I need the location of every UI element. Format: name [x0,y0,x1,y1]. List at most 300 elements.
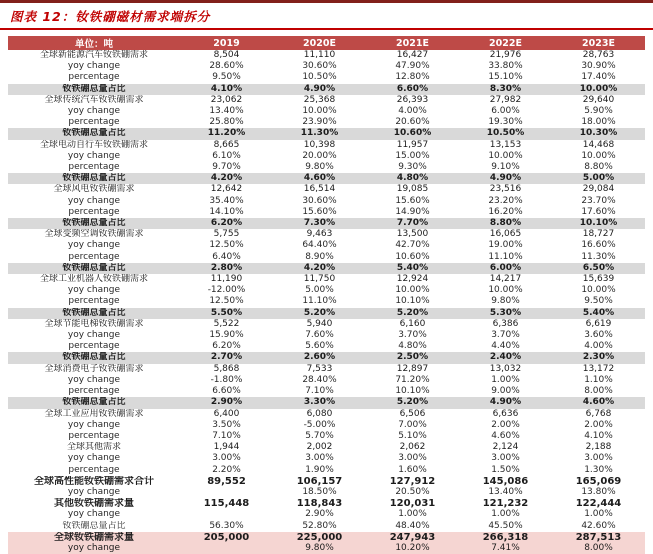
demand-table [8,36,645,554]
row-label: 全球其他需求 [66,442,121,453]
table-row [8,330,645,341]
value-cell: 14,468 [582,139,615,150]
row-label: yoy change [67,330,121,341]
value-cell: 21,976 [489,50,522,60]
row-label: 其他钕铁硼需求量 [53,498,134,510]
value-cell: 11.20% [180,128,273,139]
row-label: percentage [68,162,120,173]
value-cell: 6,636 [492,408,519,419]
value-cell: 2.00% [584,419,613,430]
value-cell: 8.00% [584,386,613,397]
row-label: percentage [68,464,120,475]
value-cell: 1.60% [398,464,427,475]
row-label: 全球消费电子钕铁硼需求 [44,363,144,374]
value-cell: 5.20% [366,308,459,319]
value-cell: 6,160 [399,318,426,329]
figure-title: 图表 12：钕铁硼磁材需求端拆分 [10,9,211,24]
value-cell: 30.60% [302,61,337,72]
value-cell: 12.50% [209,240,244,251]
value-cell: 6.40% [212,251,241,262]
value-cell: 33.80% [488,61,523,72]
table-row [8,509,645,520]
value-cell: 4.90% [273,84,366,95]
row-label: 全球传统汽车钕铁硼需求 [44,94,144,105]
value-cell: 23,062 [210,94,243,105]
row-label: 全球钕铁硼需求量 [8,532,180,543]
value-cell: 9,463 [306,229,333,240]
value-cell: 4.90% [459,173,552,184]
value-cell: 1.00% [491,374,520,385]
value-cell: 89,552 [207,475,246,487]
value-cell: 11,957 [396,139,429,150]
row-label: yoy change [67,195,121,206]
row-label: 钕铁硼总量占比 [62,520,126,531]
value-cell: 4.90% [459,397,552,408]
value-cell: 6.60% [212,386,241,397]
value-cell: 6,080 [306,408,333,419]
value-cell: 15.60% [395,195,430,206]
value-cell: 5.00% [552,173,645,184]
table-header-row [8,36,645,50]
table-row [8,397,645,408]
row-label: 全球变频空调钕铁硼需求 [44,229,144,240]
row-label: percentage [68,72,120,83]
value-cell: 2.90% [180,397,273,408]
value-cell: 14,217 [489,274,522,285]
value-cell: 5.70% [305,430,334,441]
row-label: yoy change [8,543,180,554]
value-cell: 18.50% [302,486,337,497]
table-row [8,151,645,162]
value-cell: 29,084 [582,184,615,195]
table-row [8,207,645,218]
value-cell: 3.60% [584,330,613,341]
table-row [8,240,645,251]
value-cell: 20.60% [395,117,430,128]
row-label: percentage [68,341,120,352]
value-cell: 5,940 [306,318,333,329]
value-cell: 18.00% [581,117,616,128]
value-cell: 2,124 [492,442,519,453]
row-label: 全球高性能钕铁硼需求合计 [33,475,154,487]
row-label: yoy change [67,453,121,464]
value-cell: 8.00% [552,543,645,554]
value-cell: 5,755 [213,229,240,240]
value-cell: 1.10% [584,374,613,385]
value-cell: 12,642 [210,184,243,195]
table-row [8,375,645,386]
value-cell: 42.60% [581,520,616,531]
value-cell: 2,002 [306,442,333,453]
row-label: 全球节能电梯钕铁硼需求 [44,318,144,329]
value-cell: 2.80% [180,263,273,274]
value-cell: 16.20% [488,206,523,217]
value-cell: 8.90% [305,251,334,262]
value-cell: 6.60% [366,84,459,95]
value-cell: 3.00% [305,453,334,464]
row-label: 全球工业应用钕铁硼需求 [44,408,144,419]
table-row [8,95,645,106]
table-row [8,106,645,117]
value-cell: 14.90% [395,206,430,217]
value-cell: 28.40% [302,374,337,385]
row-label: 钕铁硼总量占比 [8,173,180,184]
value-cell: 52.80% [302,520,337,531]
value-cell: 6.20% [212,341,241,352]
value-cell: 12,924 [396,274,429,285]
value-cell: 13.40% [209,106,244,117]
value-cell: 6.20% [180,218,273,229]
value-cell: 3.70% [491,330,520,341]
value-cell: 2.70% [180,352,273,363]
table-row [8,364,645,375]
value-cell: 225,000 [273,532,366,543]
row-label: yoy change [67,150,121,161]
value-cell: 6.00% [459,263,552,274]
value-cell: 16.60% [581,240,616,251]
row-label: 全球风电钕铁硼需求 [53,184,135,195]
value-cell: 1.50% [491,464,520,475]
value-cell: 10.50% [459,128,552,139]
value-cell: 19,085 [396,184,429,195]
value-cell: 25,368 [303,94,336,105]
row-label: 钕铁硼总量占比 [8,128,180,139]
value-cell: 13,032 [489,363,522,374]
value-cell: 1,944 [213,442,240,453]
row-label: yoy change [67,61,121,72]
row-label: 钕铁硼总量占比 [8,263,180,274]
value-cell: 8,665 [213,139,240,150]
value-cell: 120,031 [389,498,436,510]
value-cell: 4.60% [552,397,645,408]
value-cell: 9.80% [305,162,334,173]
year-header-2019: 2019 [180,36,273,50]
value-cell: 6.00% [491,106,520,117]
value-cell: 20.00% [302,150,337,161]
value-cell: 7.10% [212,430,241,441]
value-cell: -12.00% [207,285,246,296]
value-cell: 127,912 [389,475,436,487]
value-cell: 4.10% [584,430,613,441]
value-cell: 6,386 [492,318,519,329]
value-cell: 29,640 [582,94,615,105]
row-label: percentage [68,386,120,397]
value-cell: 7,533 [306,363,333,374]
value-cell: 6,400 [213,408,240,419]
row-label: yoy change [67,240,121,251]
table-row [8,72,645,83]
value-cell: 266,318 [459,532,552,543]
value-cell: 45.50% [488,520,523,531]
table-row [8,117,645,128]
value-cell: 3.00% [212,453,241,464]
value-cell: 5.40% [366,263,459,274]
value-cell: 8.80% [584,162,613,173]
value-cell: 10,398 [303,139,336,150]
value-cell: 3.00% [584,453,613,464]
year-header-2020e: 2020E [273,36,366,50]
value-cell: 16,065 [489,229,522,240]
value-cell: 118,843 [296,498,343,510]
value-cell: 15.60% [302,206,337,217]
value-cell: 6,506 [399,408,426,419]
value-cell: 30.90% [581,61,616,72]
value-cell: 16,514 [303,184,336,195]
value-cell: 10.30% [552,128,645,139]
table-row [8,476,645,487]
value-cell: 10.00% [552,84,645,95]
value-cell: 205,000 [180,532,273,543]
table-row [8,296,645,307]
value-cell: 6.10% [212,150,241,161]
value-cell: 4.00% [584,341,613,352]
value-cell: 10.60% [395,251,430,262]
row-label: 全球电动自行车钕铁硼需求 [39,139,148,150]
row-label: percentage [68,117,120,128]
value-cell: 10.00% [302,106,337,117]
value-cell: 9.30% [398,162,427,173]
value-cell: 5.90% [584,106,613,117]
value-cell: 10.10% [395,296,430,307]
row-label: 钕铁硼总量占比 [8,397,180,408]
row-label: percentage [68,430,120,441]
row-label: percentage [68,206,120,217]
value-cell: 2.90% [305,509,334,520]
value-cell: 3.00% [491,453,520,464]
row-label: yoy change [67,486,121,497]
table-row [8,341,645,352]
value-cell: 56.30% [209,520,244,531]
value-cell: 4.00% [398,106,427,117]
value-cell: 47.90% [395,61,430,72]
value-cell: 7.10% [305,386,334,397]
value-cell: 23.20% [488,195,523,206]
value-cell [180,509,273,520]
value-cell: 30.60% [302,195,337,206]
table-row [8,128,645,139]
value-cell: 4.60% [273,173,366,184]
value-cell: 122,444 [575,498,622,510]
value-cell: 3.30% [273,397,366,408]
value-cell: 10.00% [488,285,523,296]
value-cell: 3.70% [398,330,427,341]
table-row [8,420,645,431]
value-cell: -1.80% [210,374,243,385]
table-row [8,319,645,330]
table-row [8,184,645,195]
table-row [8,162,645,173]
value-cell: 8,504 [213,50,240,60]
value-cell: 10.50% [302,72,337,83]
value-cell: 13.40% [488,486,523,497]
value-cell: 11.10% [302,296,337,307]
value-cell: 13.80% [581,486,616,497]
table-row [8,274,645,285]
value-cell: 4.80% [398,341,427,352]
value-cell: 15.90% [209,330,244,341]
value-cell: 10.10% [552,218,645,229]
value-cell: 4.20% [273,263,366,274]
value-cell: 15.00% [395,150,430,161]
value-cell: 25.80% [209,117,244,128]
value-cell: 2,188 [585,442,612,453]
value-cell: 5.20% [366,397,459,408]
value-cell: 35.40% [209,195,244,206]
value-cell: 6,619 [585,318,612,329]
table-row [8,308,645,319]
value-cell: 9.70% [212,162,241,173]
value-cell: 3.00% [398,453,427,464]
value-cell: 11.10% [488,251,523,262]
table-row [8,543,645,554]
value-cell: 64.40% [302,240,337,251]
value-cell: 7.41% [459,543,552,554]
title-underline [0,28,653,30]
table-row [8,285,645,296]
row-label: 钕铁硼总量占比 [8,218,180,229]
value-cell: 165,069 [575,475,622,487]
row-label: yoy change [67,106,121,117]
value-cell: 5,868 [213,363,240,374]
value-cell [180,487,273,498]
value-cell: 6.50% [552,263,645,274]
value-cell: 10.00% [488,150,523,161]
value-cell: 115,448 [203,498,250,510]
value-cell: 145,086 [482,475,529,487]
table-row [8,431,645,442]
value-cell: 247,943 [366,532,459,543]
value-cell: 4.20% [180,173,273,184]
value-cell: 6,768 [585,408,612,419]
value-cell: 4.60% [491,430,520,441]
value-cell: 4.10% [180,84,273,95]
value-cell: 16,427 [396,50,429,60]
value-cell: 1.00% [398,509,427,520]
value-cell: 27,982 [489,94,522,105]
value-cell: 10.00% [581,285,616,296]
table-row [8,61,645,72]
value-cell: 17.40% [581,72,616,83]
value-cell: 28,763 [582,50,615,60]
value-cell: 15.10% [488,72,523,83]
value-cell: 71.20% [395,374,430,385]
value-cell: -5.00% [303,419,336,430]
value-cell: 42.70% [395,240,430,251]
value-cell: 11,110 [303,50,336,60]
table-row [8,498,645,509]
value-cell: 12.80% [395,72,430,83]
value-cell: 12.50% [209,296,244,307]
value-cell: 5.40% [552,308,645,319]
value-cell: 28.60% [209,61,244,72]
table-row [8,487,645,498]
value-cell: 1.30% [584,464,613,475]
value-cell: 2.50% [366,352,459,363]
value-cell: 1.00% [491,509,520,520]
row-label: percentage [68,296,120,307]
value-cell: 2.30% [552,352,645,363]
year-header-2022e: 2022E [459,36,552,50]
row-label: yoy change [67,419,121,430]
row-label: 钕铁硼总量占比 [8,308,180,319]
value-cell: 19.00% [488,240,523,251]
row-label: yoy change [67,285,121,296]
value-cell: 5.00% [305,285,334,296]
table-row [8,521,645,532]
value-cell: 121,232 [482,498,529,510]
value-cell: 4.80% [366,173,459,184]
value-cell: 5.10% [398,430,427,441]
row-label: yoy change [67,509,121,520]
value-cell: 13,500 [396,229,429,240]
value-cell: 17.60% [581,206,616,217]
value-cell: 5.60% [305,341,334,352]
value-cell: 7.60% [305,330,334,341]
value-cell: 23.70% [581,195,616,206]
row-label: 钕铁硼总量占比 [8,84,180,95]
value-cell: 20.50% [395,486,430,497]
value-cell: 287,513 [552,532,645,543]
value-cell: 23,516 [489,184,522,195]
table-row [8,140,645,151]
value-cell: 10.60% [366,128,459,139]
row-label: percentage [68,251,120,262]
value-cell: 9.50% [584,296,613,307]
table-row [8,196,645,207]
value-cell: 9.10% [491,162,520,173]
value-cell: 13,153 [489,139,522,150]
value-cell: 18,727 [582,229,615,240]
value-cell: 15,639 [582,274,615,285]
table-row [8,386,645,397]
value-cell: 10.20% [366,543,459,554]
value-cell: 10.00% [395,285,430,296]
value-cell: 5.50% [180,308,273,319]
value-cell: 8.30% [459,84,552,95]
value-cell: 2.00% [491,419,520,430]
value-cell: 8.80% [459,218,552,229]
value-cell: 7.00% [398,419,427,430]
value-cell: 23.90% [302,117,337,128]
value-cell: 9.00% [491,386,520,397]
row-label: 全球新能源汽车钕铁硼需求 [39,50,148,60]
value-cell: 5.30% [459,308,552,319]
value-cell: 2.20% [212,464,241,475]
value-cell: 1.00% [584,509,613,520]
value-cell: 5,522 [213,318,240,329]
value-cell: 11.30% [581,251,616,262]
row-label: 钕铁硼总量占比 [8,352,180,363]
value-cell: 3.50% [212,419,241,430]
value-cell: 48.40% [395,520,430,531]
table-row [8,442,645,453]
value-cell: 11.30% [273,128,366,139]
value-cell: 26,393 [396,94,429,105]
table-row [8,263,645,274]
value-cell: 14.10% [209,206,244,217]
table-row [8,352,645,363]
value-cell: 13,172 [582,363,615,374]
table-row [8,50,645,61]
table-row [8,218,645,229]
year-header-2021e: 2021E [366,36,459,50]
unit-header-cell: 单位：吨 [8,36,180,50]
value-cell: 2,062 [399,442,426,453]
value-cell: 1.90% [305,464,334,475]
table-row [8,173,645,184]
table-row [8,453,645,464]
value-cell: 9.80% [273,543,366,554]
